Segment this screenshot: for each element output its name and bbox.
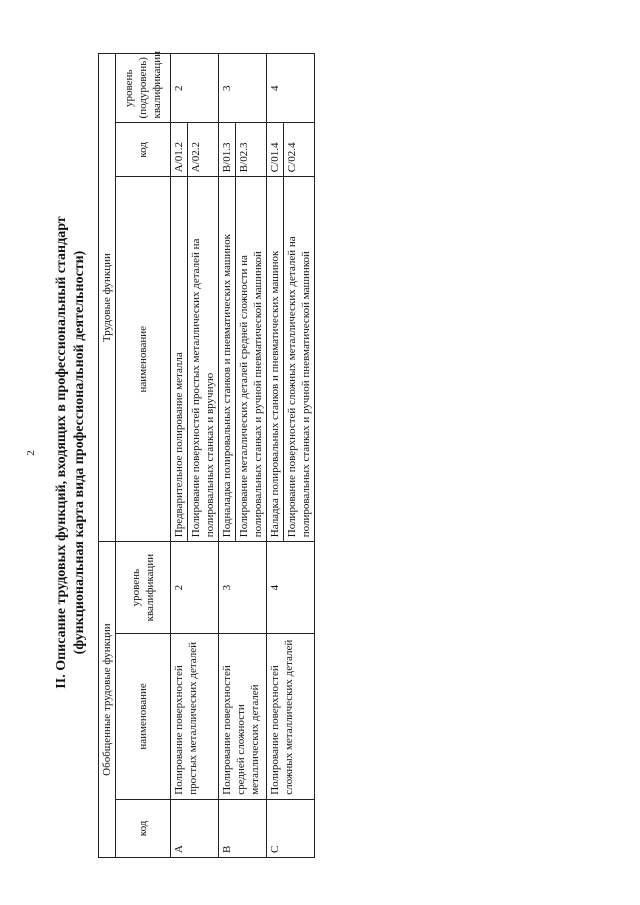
column-header-function-name: наименование [116,177,171,542]
column-header-code: код [116,799,171,857]
function-code-cell: A/01.2 [171,123,188,177]
function-code-cell: A/02.2 [188,123,219,177]
group-code-cell: C [267,799,315,857]
table-group-header-row [99,54,116,858]
section-subtitle: (функциональная карта вида профессиональной деятельности) [72,250,87,655]
group-code-cell: A [171,799,219,857]
function-name-cell: Полирование металлических деталей средней сложности на полировальных станках и ручной пневматической машинкой [236,177,267,542]
function-code-cell: C/01.4 [267,123,284,177]
group-name-cell: Полирование поверхностей простых металлических деталей [171,634,219,800]
function-name-cell: Подналадка полировальных станков и пневматических машинок [219,177,236,542]
function-sublevel-cell: 2 [171,54,219,123]
function-name-cell: Предварительное полирование металла [171,177,188,542]
function-code-cell: B/01.3 [219,123,236,177]
function-name-cell: Наладка полировальных станков и пневматических машинок [267,177,284,542]
column-header-sublevel: уровень (подуровень) квалификации [116,54,171,123]
table-row [219,54,236,858]
table-column-header-row [116,54,171,858]
function-sublevel-cell: 4 [267,54,315,123]
column-header-name: наименование [116,634,171,800]
function-code-cell: B/02.3 [236,123,267,177]
section-title: II. Описание трудовых функций, входящих в профессиональный стандарт [54,216,69,689]
group-level-cell: 4 [267,542,315,634]
group-code-cell: B [219,799,267,857]
group-level-cell: 3 [219,542,267,634]
function-sublevel-cell: 3 [219,54,267,123]
labor-functions-header: Трудовые функции [99,54,116,542]
table-row [171,54,188,858]
generalized-functions-header: Обобщенные трудовые функции [99,542,116,858]
function-code-cell: C/02.4 [284,123,315,177]
column-header-level: уровень квалификации [116,542,171,634]
function-name-cell: Полирование поверхностей простых металлических деталей на полировальных станках и вручную [188,177,219,542]
function-name-cell: Полирование поверхностей сложных металлических деталей на полировальных станках и ручной пневматической машинкой [284,177,315,542]
group-name-cell: Полирование поверхностей средней сложности металлических деталей [219,634,267,800]
group-level-cell: 2 [171,542,219,634]
page-number: 2 [24,450,37,456]
functional-map-table [98,50,315,858]
group-name-cell: Полирование поверхностей сложных металлических деталей [267,634,315,800]
table-row [267,54,284,858]
column-header-function-code: код [116,123,171,177]
